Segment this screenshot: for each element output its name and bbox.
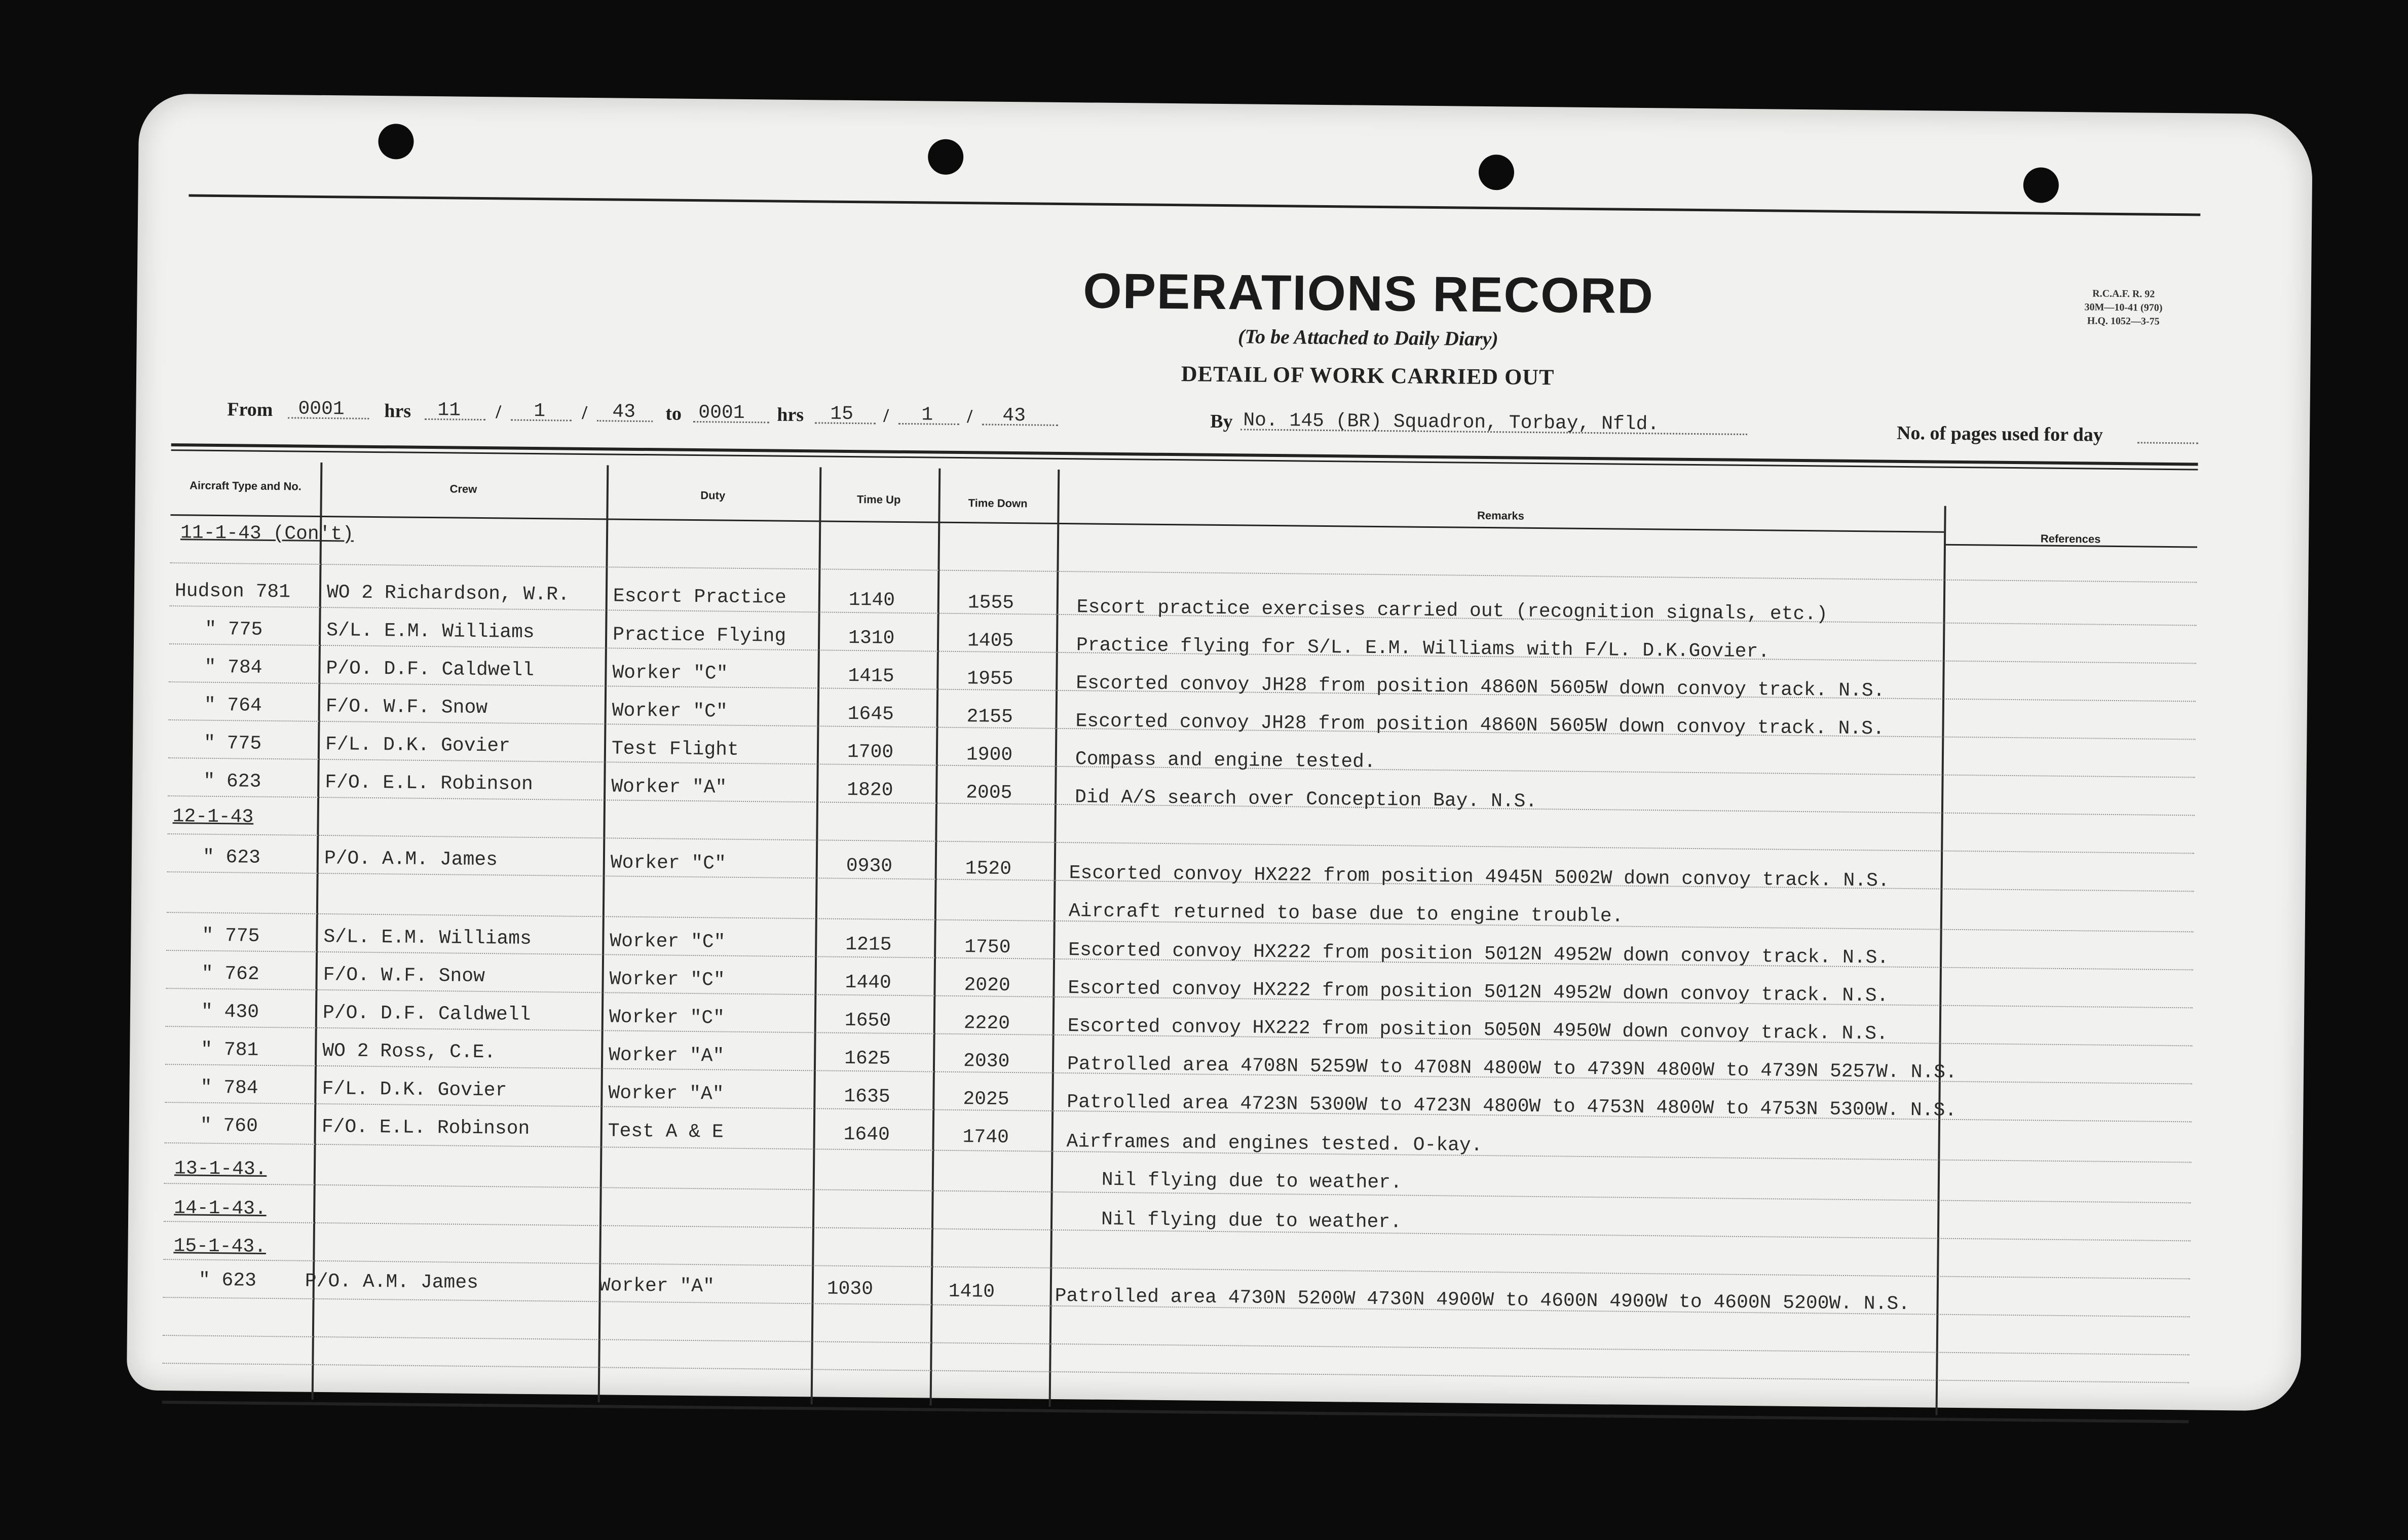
column-divider	[811, 467, 822, 1404]
remarks-cell: Compass and engine tested.	[1075, 748, 1376, 773]
time-up-cell: 1310	[848, 627, 895, 649]
date-label: 11-1-43 (Con't)	[180, 522, 354, 546]
duty-cell: Worker "C"	[610, 852, 727, 875]
remarks-cell: Escorted convoy HX222 from position 5012N 4952W down convoy track. N.S.	[1068, 977, 1889, 1007]
by-label: By	[1210, 410, 1233, 433]
pages-label: No. of pages used for day	[1896, 422, 2103, 446]
from-time: 0001	[298, 398, 345, 420]
aircraft-cell: " 784	[204, 656, 262, 679]
punch-hole	[378, 124, 414, 160]
time-down-cell: 1740	[962, 1126, 1009, 1149]
from-label: From	[227, 399, 273, 421]
remarks-cell: Escorted convoy JH28 from position 4860N 5605W down convoy track. N.S.	[1075, 710, 1885, 740]
duty-cell: Test A & E	[608, 1120, 724, 1143]
duty-cell: Worker "A"	[611, 776, 727, 799]
time-up-cell: 0930	[846, 855, 893, 877]
time-down-cell: 1900	[966, 744, 1013, 766]
crew-cell: F/O. W.F. Snow	[325, 696, 488, 719]
time-down-cell: 1410	[948, 1280, 995, 1303]
duty-cell: Practice Flying	[612, 624, 786, 647]
remarks-cell: Escorted convoy HX222 from position 5012N 4952W down convoy track. N.S.	[1068, 939, 1889, 969]
crew-cell: P/O. A.M. James	[305, 1270, 479, 1294]
crew-cell: F/L. D.K. Govier	[325, 734, 511, 757]
time-up-cell: 1415	[848, 665, 894, 687]
aircraft-cell: " 762	[201, 962, 259, 985]
time-down-cell: 1520	[965, 858, 1012, 880]
aircraft-cell: " 775	[205, 618, 263, 641]
time-up-cell: 1440	[845, 971, 892, 994]
to-label: to	[665, 403, 682, 425]
date-label: 14-1-43.	[174, 1197, 267, 1220]
crew-cell: F/L. D.K. Govier	[322, 1078, 507, 1102]
to-time: 0001	[698, 402, 745, 424]
table-bottom-rule	[162, 1401, 2189, 1423]
time-up-cell: 1640	[843, 1123, 890, 1146]
duty-cell: Worker "C"	[609, 1006, 725, 1029]
duty-cell: Worker "C"	[609, 968, 725, 991]
column-divider	[1049, 470, 1060, 1407]
time-up-cell: 1215	[845, 933, 892, 956]
duty-cell: Worker "A"	[608, 1044, 725, 1067]
aircraft-cell: " 760	[200, 1114, 258, 1137]
col-time-down: Time Down	[968, 496, 1028, 510]
punch-hole	[1479, 155, 1515, 190]
aircraft-cell: " 623	[203, 770, 261, 793]
crew-cell: S/L. E.M. Williams	[323, 926, 532, 950]
form-reference-line: R.C.A.F. R. 92	[2092, 288, 2155, 300]
col-crew: Crew	[449, 482, 477, 495]
punch-hole	[2023, 167, 2059, 203]
form-reference	[2052, 287, 2195, 329]
time-down-cell: 1405	[967, 630, 1014, 652]
aircraft-cell: Hudson 781	[174, 580, 291, 603]
table-top-rule	[171, 443, 2198, 466]
page-title: OPERATIONS RECORD	[1082, 262, 1654, 324]
to-year: 43	[1002, 404, 1026, 427]
aircraft-cell: " 623	[202, 846, 261, 869]
time-down-cell: 1555	[967, 592, 1014, 614]
duty-cell: Worker "A"	[598, 1275, 715, 1298]
duty-cell: Worker "A"	[608, 1082, 724, 1105]
crew-cell: F/O. E.L. Robinson	[325, 772, 534, 795]
time-up-cell: 1700	[847, 741, 894, 763]
time-down-cell: 2220	[963, 1012, 1010, 1035]
remarks-cell: Patrolled area 4723N 5300W to 4723N 4800W to 4753N 4800W to 4753N 5300W. N.S.	[1067, 1091, 1957, 1122]
remarks-cell: Practice flying for S/L. E.M. Williams with F/L. D.K.Govier.	[1076, 634, 1770, 663]
punch-hole	[928, 139, 964, 175]
column-divider	[598, 465, 609, 1402]
squadron-name: No. 145 (BR) Squadron, Torbay, Nfld.	[1243, 409, 1660, 436]
duty-cell: Test Flight	[611, 738, 739, 761]
time-down-cell: 2005	[966, 782, 1012, 804]
remarks-cell: Escort practice exercises carried out (recognition signals, etc.)	[1076, 596, 1828, 626]
column-divider	[930, 469, 941, 1406]
top-rule	[189, 194, 2200, 216]
duty-cell: Worker "C"	[610, 930, 726, 953]
form-reference-line: 30M—10-41 (970)	[2084, 301, 2163, 314]
crew-cell: S/L. E.M. Williams	[326, 620, 535, 644]
duty-cell: Escort Practice	[613, 585, 787, 609]
time-up-cell: 1030	[826, 1278, 874, 1300]
col-duty: Duty	[700, 489, 726, 502]
aircraft-cell: " 623	[198, 1269, 257, 1292]
page-subtitle: (To be Attached to Daily Diary)	[1237, 325, 1498, 351]
time-down-cell: 1955	[967, 668, 1013, 690]
remarks-cell: Escorted convoy JH28 from position 4860N 5605W down convoy track. N.S.	[1076, 672, 1885, 702]
remarks-cell: Patrolled area 4730N 5200W 4730N 4900W to 4600N 4900W to 4600N 5200W. N.S.	[1055, 1285, 1910, 1316]
remarks-cell: Nil flying due to weather.	[1101, 1169, 1402, 1194]
to-month: 1	[921, 404, 933, 426]
operations-record-card	[127, 93, 2313, 1411]
time-up-cell: 1140	[848, 589, 895, 611]
period-line: From 0001 hrs 11 / 1 / 43 to 0001 hrs 15 / 1 / 43 By No. 145 (BR) Squadron, Torbay, Nfld. No. of pages used for day	[139, 93, 2313, 114]
from-year: 43	[612, 401, 636, 423]
aircraft-cell: " 764	[204, 694, 262, 717]
from-month: 1	[534, 400, 546, 422]
from-day: 11	[437, 399, 461, 421]
duty-cell: Worker "C"	[612, 662, 728, 685]
form-reference-line: H.Q. 1052—3-75	[2087, 315, 2160, 327]
column-divider	[1936, 506, 1946, 1415]
time-down-cell: 2020	[964, 974, 1010, 997]
crew-cell: P/O. D.F. Caldwell	[322, 1002, 531, 1026]
date-label: 12-1-43	[172, 805, 254, 828]
date-label: 13-1-43.	[174, 1158, 267, 1180]
detail-heading: DETAIL OF WORK CARRIED OUT	[1181, 361, 1555, 390]
time-down-cell: 2025	[963, 1088, 1009, 1111]
remarks-cell: Escorted convoy HX222 from position 4945N 5002W down convoy track. N.S.	[1069, 862, 1890, 892]
remarks-cell: Aircraft returned to base due to engine trouble.	[1068, 900, 1624, 928]
column-divider	[312, 463, 323, 1400]
aircraft-cell: " 775	[202, 925, 260, 947]
remarks-cell: Airframes and engines tested. O-kay.	[1066, 1131, 1483, 1157]
aircraft-cell: " 775	[203, 732, 262, 755]
crew-cell: WO 2 Richardson, W.R.	[326, 582, 570, 606]
remarks-cell: Patrolled area 4708N 5259W to 4708N 4800W to 4739N 4800W to 4739N 5257W. N.S.	[1067, 1053, 1958, 1084]
col-aircraft: Aircraft Type and No.	[189, 479, 302, 493]
hrs-label: hrs	[777, 404, 804, 426]
aircraft-cell: " 784	[200, 1076, 258, 1099]
col-time-up: Time Up	[856, 493, 901, 506]
time-down-cell: 1750	[964, 936, 1011, 959]
aircraft-cell: " 781	[201, 1038, 259, 1061]
date-label: 15-1-43.	[173, 1235, 267, 1258]
crew-cell: P/O. A.M. James	[324, 848, 498, 871]
aircraft-cell: " 430	[201, 1000, 259, 1023]
remarks-cell: Did A/S search over Conception Bay. N.S.	[1074, 786, 1537, 813]
time-up-cell: 1820	[847, 779, 893, 801]
col-remarks: Remarks	[1477, 509, 1525, 522]
crew-cell: F/O. W.F. Snow	[323, 964, 485, 988]
time-up-cell: 1645	[847, 703, 894, 725]
to-day: 15	[830, 403, 854, 426]
hrs-label: hrs	[384, 400, 411, 422]
time-up-cell: 1650	[844, 1009, 891, 1032]
crew-cell: WO 2 Ross, C.E.	[322, 1040, 496, 1064]
time-up-cell: 1635	[844, 1085, 890, 1108]
time-down-cell: 2155	[966, 706, 1013, 728]
remarks-cell: Escorted convoy HX222 from position 5050N 4950W down convoy track. N.S.	[1067, 1015, 1889, 1045]
crew-cell: F/O. E.L. Robinson	[321, 1116, 530, 1140]
time-up-cell: 1625	[844, 1047, 891, 1070]
duty-cell: Worker "C"	[612, 700, 728, 723]
time-down-cell: 2030	[963, 1050, 1010, 1073]
remarks-cell: Nil flying due to weather.	[1101, 1208, 1402, 1234]
col-references: References	[2040, 532, 2101, 546]
crew-cell: P/O. D.F. Caldwell	[326, 658, 535, 682]
